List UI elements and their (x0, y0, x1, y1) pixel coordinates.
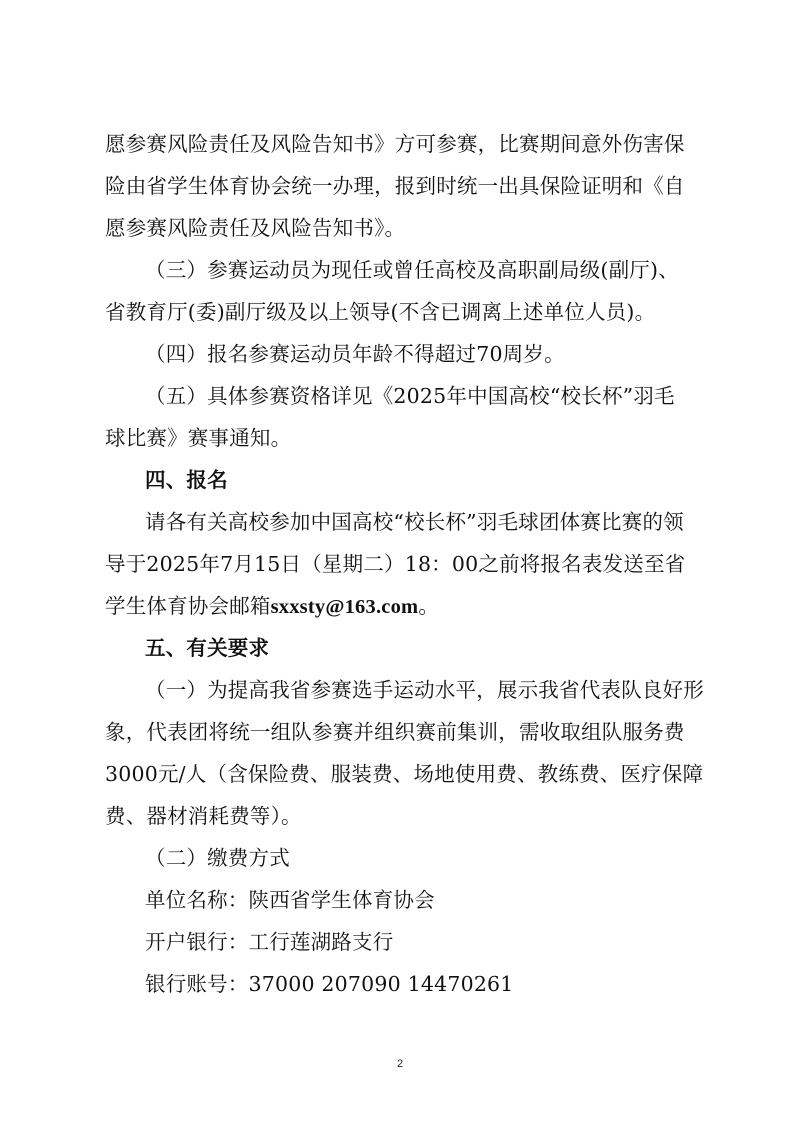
item-five-line-2: 球比赛》赛事通知。 (105, 426, 292, 450)
section-five-item1-line-4: 费、器材消耗费等）。 (105, 804, 302, 828)
section-five-item1-line-1: （一）为提高我省参赛选手运动水平，展示我省代表队良好形 (145, 678, 704, 702)
item-five-line-1: （五）具体参赛资格详见《2025年中国高校“校长杯”羽毛 (145, 384, 675, 408)
payment-bank: 开户银行：工行莲湖路支行 (145, 930, 394, 954)
payment-account: 银行账号：37000 207090 14470261 (145, 972, 514, 996)
continuation-line-2: 险由省学生体育协会统一办理，报到时统一出具保险证明和《自 (105, 174, 685, 198)
payment-unit-name: 单位名称：陕西省学生体育协会 (145, 888, 435, 912)
section-five-item1-line-2: 象，代表团将统一组队参赛并组织赛前集训，需收取组队服务费 (105, 720, 685, 744)
page-number: 2 (396, 1058, 404, 1070)
continuation-line-1: 愿参赛风险责任及风险告知书》方可参赛，比赛期间意外伤害保 (105, 132, 685, 156)
section-four-line-1: 请各有关高校参加中国高校“校长杯”羽毛球团体赛比赛的领 (145, 510, 684, 534)
section-five-item1-line-3: 3000元/人（含保险费、服装费、场地使用费、教练费、医疗保障 (105, 762, 704, 786)
section-four-line-2: 导于2025年7月15日（星期二）18：00之前将报名表发送至省 (105, 552, 686, 576)
email-link[interactable]: sxxsty@163.com (270, 596, 419, 618)
item-four-line-1: （四）报名参赛运动员年龄不得超过70周岁。 (145, 342, 565, 366)
section-four-line-3 (105, 593, 439, 620)
section-four-line-3-prefix: 学生体育协会邮箱 (105, 594, 271, 618)
section-four-heading: 四、报名 (145, 468, 228, 492)
section-four-line-3-suffix: 。 (418, 594, 440, 618)
item-three-line-1: （三）参赛运动员为现任或曾任高校及高职副局级(副厅)、 (145, 258, 679, 282)
item-three-line-2: 省教育厅(委)副厅级及以上领导(不含已调离上述单位人员)。 (105, 300, 656, 324)
section-five-heading: 五、有关要求 (145, 636, 270, 660)
section-five-item2-title: （二）缴费方式 (145, 846, 290, 870)
continuation-line-3: 愿参赛风险责任及风险告知书》。 (105, 216, 406, 240)
